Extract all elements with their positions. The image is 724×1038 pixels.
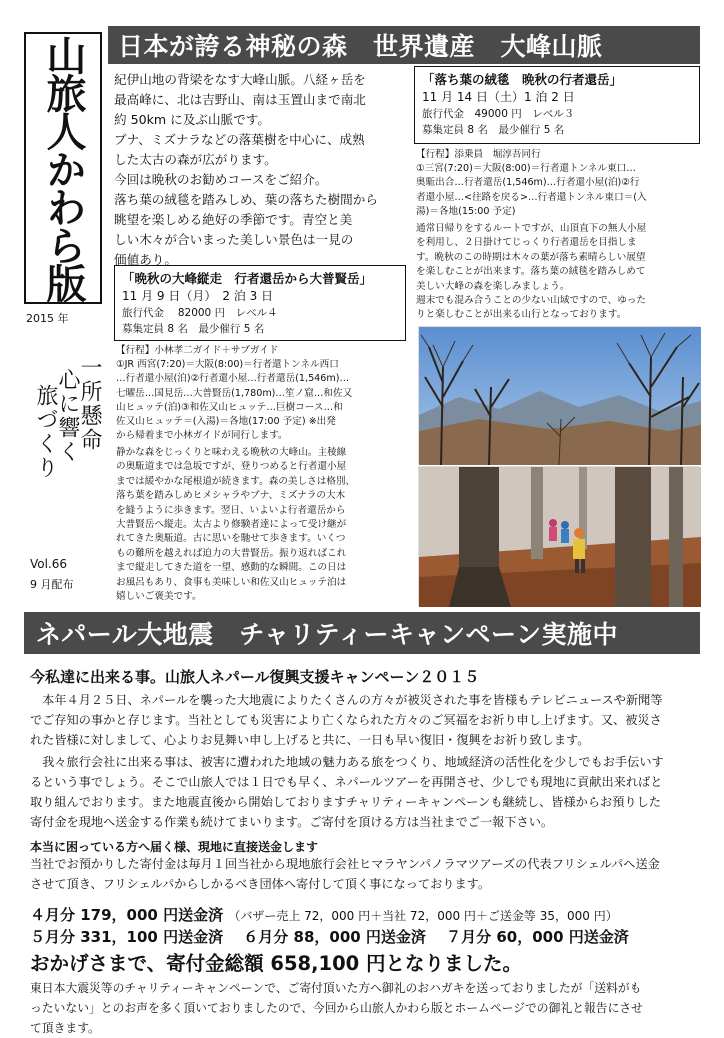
body-line: 週末でも混み合うことの少ない山域ですので、ゆった <box>416 295 646 307</box>
tour2-title: 「落ち葉の絨毯 晩秋の行者還岳」 <box>422 72 623 87</box>
nepal-paragraph-line: 当社でお預かりした寄付金は毎月１回当社から現地旅行会社ヒマラヤンパノラマツアーズの代表フリシェルパへ送金 <box>30 857 660 871</box>
tour1-capacity: 募集定員 8 名 最少催行 5 名 <box>122 323 265 335</box>
itinerary-line: から帰着まで小林ガイドが同行します。 <box>116 430 288 442</box>
tour1-itinerary-header: 【行程】小林孝二ガイド＋サブガイド <box>116 345 279 356</box>
itinerary-line: 奥駈出合…行者還岳(1,546m)…行者還小屋(泊)②行 <box>416 177 640 189</box>
body-line: す。晩秋のこの時期は木々の葉が落ち素晴らしい展望 <box>416 251 646 263</box>
intro-line: 約 50km に及ぶ山脈です。 <box>114 112 270 127</box>
tour1-price: 旅行代金 82000 円 レベル４ <box>122 307 278 319</box>
closing-line: ったいない」とのお声を多く頂いておりましたので、今回から山旅人かわら版とホームページでの御礼と報告にさせ <box>30 1001 643 1015</box>
feature-banner: 日本が誇る神秘の森 世界遺産 大峰山脈 <box>108 26 700 64</box>
body-line: お風呂もあり、食事も美味しい和佐又山ヒュッテ泊は <box>116 576 347 588</box>
masthead-year: 2015 年 <box>26 312 69 325</box>
itinerary-line: 山ヒュッテ(泊)③和佐又山ヒュッテ…巨樹コース…和 <box>116 401 343 413</box>
intro-line: した太古の森が広がります。 <box>114 152 277 167</box>
slogan-line-2: 心に響く <box>55 368 80 464</box>
itinerary-line: 湯)＝各地(15:00 予定) <box>416 205 516 217</box>
intro-line: 眺望を楽しめる絶好の季節です。青空と美 <box>114 212 353 227</box>
body-line: までは緩やかな尾根道が続きます。森の美しさは格別、 <box>116 475 356 487</box>
itinerary-line: ①三宮(7:20)＝大阪(8:00)＝行者還トンネル東口… <box>416 163 636 175</box>
intro-line: 落ち葉の絨毯を踏みしめ、葉の落ちた樹間から <box>114 192 378 207</box>
intro-line: しい木々が合いまった美しい景色は一見の <box>114 232 354 247</box>
tour1-description <box>116 446 412 604</box>
nepal-paragraph-line: 我々旅行会社に出来る事は、被害に遭われた地域の魅力ある旅をつくり、地域経済の活性化を少しでもお手伝いす <box>30 755 664 769</box>
body-line: まで縦走してきた道を一望、感動的な瞬間。この日は <box>116 562 347 574</box>
body-line: りと楽しむことが出来る山行となっております。 <box>416 309 627 321</box>
feature-intro <box>114 70 404 270</box>
body-line: もの難所を越えれば迫力の大普賢岳。振り返ればこれ <box>116 547 347 559</box>
itinerary-line: …行者還小屋(泊)②行者還小屋…行者還岳(1,546m)… <box>116 373 350 385</box>
nepal-paragraph-line: 取り組んでおります。また地震直後から開始しておりますチャリティーキャンペーンも継続し、皆様からお預りした <box>30 795 661 809</box>
body-line: 通常日帰りをするルートですが、山頂直下の無人小屋 <box>416 223 647 234</box>
nepal-paragraph-line: 寄付金を現地へ送金する作業も続けてまいります。ご寄付を頂ける方は当社までご一報下さい。 <box>30 815 554 829</box>
itinerary-line: 七曜岳…国見岳…大普賢岳(1,780m)…笙ノ窟…和佐又 <box>116 387 353 399</box>
tour1-date: 11 月 9 日（月） 2 泊 3 日 <box>122 289 274 303</box>
tour2-itinerary-header: 【行程】添乗員 堀淳吾同行 <box>416 149 541 160</box>
nepal-paragraph-line: れた皆様に対しまして、心よりお見舞い申し上げると共に、一日も早い復旧・復興をお祈り致します。 <box>30 733 590 747</box>
donation-april <box>30 904 618 925</box>
body-line: れてきた奥駈道。古に思いを馳せて歩きます。いくつ <box>116 533 346 545</box>
nepal-paragraph-line: 本年４月２５日、ネパールを襲った大地震によりたくさんの方々が被災された事を皆様もテレビニュースや新聞等 <box>30 693 663 707</box>
volume-number: Vol.66 <box>30 557 68 571</box>
tour2-description <box>416 222 700 323</box>
body-line: を楽しむことが出来ます。落ち葉の絨毯を踏みしめて <box>416 266 646 278</box>
body-line: 静かな森をじっくりと味わえる晩秋の大峰山。主稜線 <box>116 447 347 458</box>
misty-forest-hikers-image <box>419 467 701 607</box>
tour2-info-box <box>414 66 700 144</box>
itinerary-line: ①JR 西宮(7:20)＝大阪(8:00)＝行者還トンネル西口 <box>116 359 339 371</box>
closing-line: て頂きます。 <box>30 1021 100 1035</box>
nepal-paragraph-line: させて頂き、フリシェルパからしかるべき団体へ寄付して頂く事になっております。 <box>30 877 491 891</box>
intro-line: 紀伊山地の背梁をなす大峰山脈。八経ヶ岳を <box>114 72 366 87</box>
tour1-info-box <box>114 265 406 341</box>
itinerary-line: 佐又山ヒュッテ＝(入湯)＝各地(17:00 予定) ※出発 <box>116 416 336 428</box>
tour2-price: 旅行代金 49000 円 レベル３ <box>422 108 575 120</box>
mountain-view-photo <box>418 326 700 464</box>
tour2-itinerary <box>416 148 700 219</box>
body-line: 落ち葉を踏みしめヒメシャラやブナ、ミズナラの大木 <box>116 490 346 502</box>
closing-line: 東日本大震災等のチャリティーキャンペーンで、ご寄付頂いた方へ御礼のおハガキを送っておりましたが「送料がも <box>30 981 642 995</box>
intro-line: 最高峰に、北は吉野山、南は玉置山まで南北 <box>114 92 366 107</box>
tour2-date: 11 月 14 日（土）1 泊 2 日 <box>422 90 575 104</box>
nepal-title: 今私達に出来る事。山旅人ネパール復興支援キャンペーン２０１５ <box>30 668 480 686</box>
masthead-title-box <box>24 32 102 304</box>
slogan-line-3: 旅づくり <box>33 384 58 480</box>
nepal-subheading: 本当に困っている方へ届く様、現地に直接送金します <box>30 840 319 854</box>
intro-line: 価値あり。 <box>114 252 177 267</box>
misty-forest-photo <box>418 466 700 606</box>
donation-total: おかげさまで、寄付金総額 658,100 円となりました。 <box>30 952 523 975</box>
masthead-slogan <box>30 348 108 558</box>
tour2-capacity: 募集定員 8 名 最少催行 5 名 <box>422 124 565 136</box>
tour1-itinerary <box>116 344 412 443</box>
donation-may-july: ５月分 331，100 円送金済 ６月分 88，000 円送金済 ７月分 60，000 円送金済 <box>30 928 629 946</box>
body-line: を縫うように歩きます。翌日、いよいよ行者還岳から <box>116 504 346 516</box>
winter-trees-mountain-view-image <box>419 327 701 465</box>
itinerary-line: 者還小屋…<往路を戻る>…行者還トンネル東口＝(入 <box>416 191 647 203</box>
nepal-paragraph-line: でご存知の事かと存じます。当社としても災害により亡くなられた方々のご冥福をお祈り申し上げます。又、被災さ <box>30 713 662 727</box>
tour1-title: 「晩秋の大峰縦走 行者還岳から大普賢岳」 <box>122 271 373 286</box>
body-line: 大普賢岳へ縦走。太古より修験者達によって受け継が <box>116 519 347 531</box>
slogan-line-1: 一所懸命 <box>77 356 102 452</box>
nepal-banner: ネパール大地震 チャリティーキャンペーン実施中 <box>24 612 700 654</box>
donation-april-note: （バザー売上 72，000 円＋当社 72，000 円＋ご送金等 35，000 円） <box>228 909 618 923</box>
donation-april-amount: ４月分 179，000 円送金済 <box>30 906 224 924</box>
body-line: を利用し、２日掛けてじっくり行者還岳を目指しま <box>416 237 637 249</box>
body-line: 美しい大峰の森を楽しみましょう。 <box>416 280 570 292</box>
nepal-paragraph-line: るという事でしょう。そこで山旅人では１日でも早く、ネパールツアーを再開させ、少しでも現地に貢献出来ればと <box>30 775 663 789</box>
intro-line: 今回は晩秋のお勧めコースをご紹介。 <box>114 172 328 187</box>
masthead-title: 山旅人かわら版 <box>40 35 87 301</box>
issue-label: 9 月配布 <box>30 578 74 591</box>
body-line: の奥駈道までは急坂ですが、登りつめると行者還小屋 <box>116 461 347 473</box>
intro-line: ブナ、ミズナラなどの落葉樹を中心に、成熟 <box>114 132 365 147</box>
body-line: 嬉しいご褒美です。 <box>116 591 202 603</box>
